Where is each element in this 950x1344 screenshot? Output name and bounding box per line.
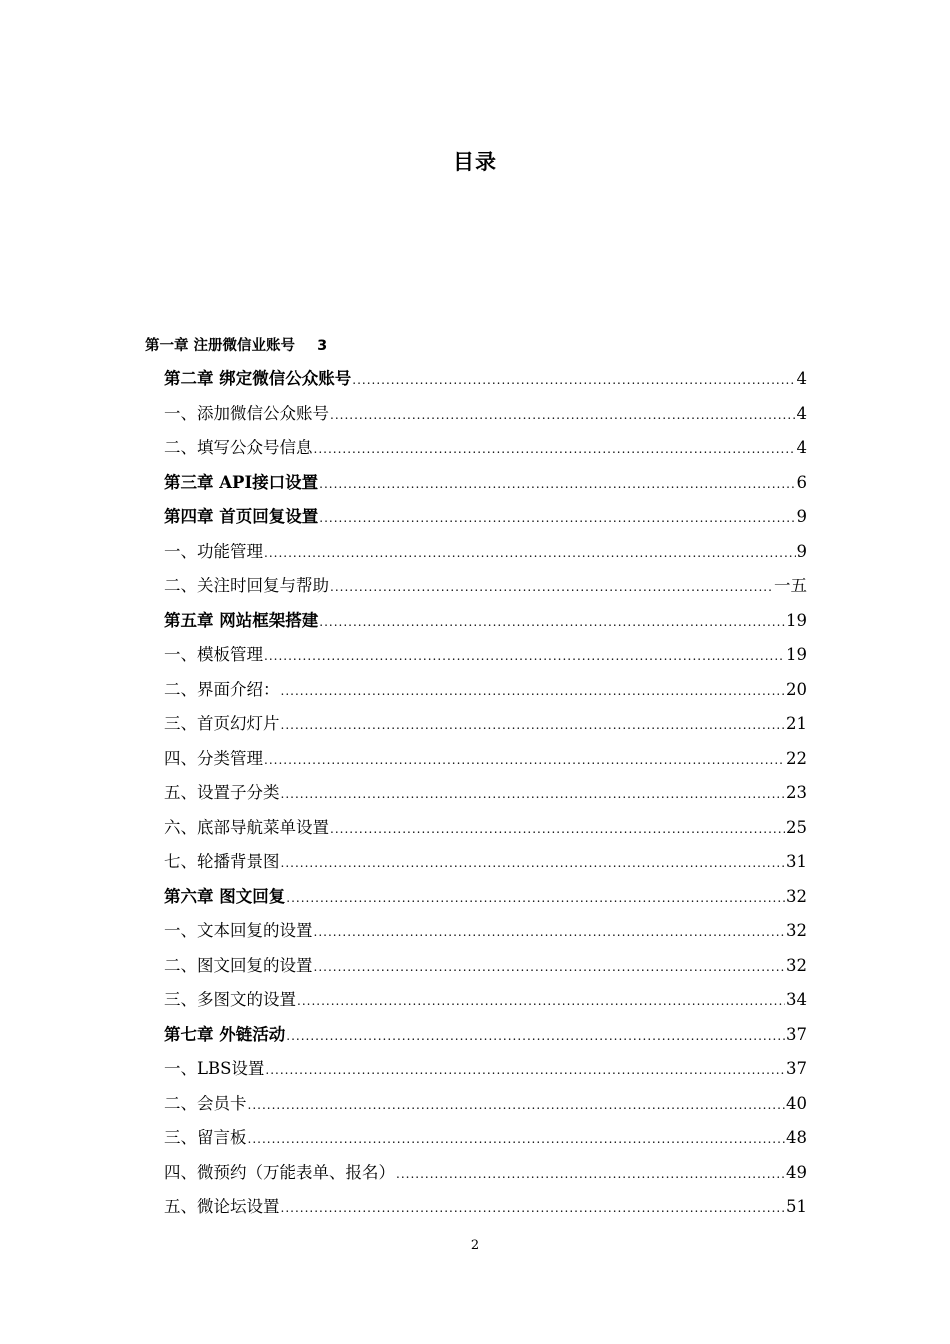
toc-entry-label: 一、文本回复的设置: [164, 921, 313, 940]
toc-leader-dots: [297, 984, 785, 1019]
toc-entry[interactable]: [164, 638, 807, 673]
toc-leader-dots: [330, 812, 785, 847]
toc-leader-dots: [314, 915, 786, 950]
toc-entry[interactable]: [164, 431, 807, 466]
toc-entry-page: 34: [786, 990, 807, 1009]
toc-entry-page: 32: [786, 921, 807, 940]
toc-entry[interactable]: [164, 604, 807, 639]
toc-entry[interactable]: [164, 535, 807, 570]
toc-entry-label: 二、关注时回复与帮助: [164, 576, 329, 595]
toc-leader-dots: [352, 363, 795, 398]
toc-entry-label: 三、首页幻灯片: [164, 714, 280, 733]
toc-entry[interactable]: [164, 949, 807, 984]
toc-entry-label: 七、轮播背景图: [164, 852, 280, 871]
toc-entry-page: 37: [786, 1059, 807, 1078]
toc-entry-label: 六、底部导航菜单设置: [164, 817, 329, 837]
toc-leader-dots: [319, 467, 795, 502]
toc-entry-page: 4: [796, 403, 807, 423]
toc-leader-dots: [264, 536, 796, 571]
toc-entry-page: 32: [786, 955, 807, 975]
toc-entry[interactable]: [164, 880, 807, 915]
toc-leader-dots: [248, 1122, 786, 1157]
toc-leader-dots: [286, 1019, 785, 1054]
toc-entry-label: 二、填写公众号信息: [164, 438, 313, 457]
toc-entry[interactable]: [164, 1052, 807, 1087]
toc-entry-label: 二、会员卡: [164, 1093, 247, 1113]
toc-leader-dots: [264, 639, 785, 674]
toc-leader-dots: [265, 1053, 785, 1088]
toc-entry[interactable]: [164, 845, 807, 880]
toc-leader-dots: [248, 1088, 786, 1123]
page-number: 2: [470, 1238, 480, 1253]
toc-entry-page: 22: [786, 748, 807, 768]
toc-entry[interactable]: [164, 914, 807, 949]
toc-entry-label: 第七章 外链活动: [164, 1024, 286, 1044]
toc-leader-dots: [314, 432, 796, 467]
toc-entry-label: 二、界面介绍：: [164, 679, 280, 699]
toc-entry-label: 第六章 图文回复: [164, 886, 286, 906]
toc-entry-page: 40: [786, 1093, 807, 1113]
toc-entry-label: 第五章 网站框架搭建: [164, 610, 319, 630]
toc-entry[interactable]: [164, 569, 807, 604]
toc-entry-page: 19: [786, 610, 807, 630]
toc-entry-page: 19: [786, 645, 807, 664]
toc-entry-page: 32: [786, 886, 807, 906]
toc-entry-label: 第一章 注册微信业账号: [145, 338, 296, 354]
toc-entry-label: 一、添加微信公众账号: [164, 403, 329, 423]
toc-entry-label: 二、图文回复的设置: [164, 955, 313, 975]
toc-entry-page: 37: [786, 1024, 807, 1044]
toc-entry-label: 四、微预约（万能表单、报名）: [164, 1162, 395, 1182]
toc-leader-dots: [330, 398, 796, 433]
toc-leader-dots: [319, 501, 795, 536]
toc-entry-chapter-1[interactable]: [145, 334, 327, 355]
toc-entry-page: 51: [786, 1197, 807, 1216]
toc-title: 目录: [453, 150, 497, 174]
toc-entry[interactable]: [164, 1018, 807, 1053]
toc-entry-page: 4: [796, 369, 807, 388]
toc-entry-label: 第三章 API接口设置: [164, 472, 319, 492]
toc-entry-label: 五、微论坛设置: [164, 1197, 280, 1216]
toc-leader-dots: [314, 950, 786, 985]
toc-entry-page: 3: [317, 338, 328, 354]
toc-leader-dots: [286, 881, 785, 916]
toc-leader-dots: [264, 743, 785, 778]
toc-entry[interactable]: [164, 1121, 807, 1156]
toc-entry-page: 31: [786, 852, 807, 871]
toc-leader-dots: [281, 708, 786, 743]
toc-entry-page: 6: [796, 472, 807, 492]
toc-entry-page: 23: [786, 783, 807, 802]
toc-entry-label: 三、多图文的设置: [164, 990, 296, 1009]
toc-entry[interactable]: [164, 362, 807, 397]
toc-entry[interactable]: [164, 1156, 807, 1191]
toc-entry-label: 四、分类管理: [164, 748, 263, 768]
toc-entry-page: 9: [796, 541, 807, 561]
toc-entry[interactable]: [164, 1087, 807, 1122]
toc-leader-dots: [281, 846, 786, 881]
toc-entry-label: 一、LBS设置: [164, 1059, 265, 1078]
toc-entry[interactable]: [164, 983, 807, 1018]
toc-entry-page: 21: [786, 714, 807, 733]
toc-entry[interactable]: [164, 466, 807, 501]
toc-list: [164, 362, 807, 1225]
toc-leader-dots: [281, 674, 786, 709]
toc-entry-label: 一、功能管理: [164, 541, 263, 561]
toc-entry-label: 五、设置子分类: [164, 783, 280, 802]
toc-entry-page: 25: [786, 817, 807, 837]
toc-entry-page: 48: [786, 1128, 807, 1147]
toc-leader-dots: [319, 605, 785, 640]
toc-entry-label: 三、留言板: [164, 1128, 247, 1147]
toc-leader-dots: [396, 1157, 785, 1192]
toc-entry-page: 9: [796, 507, 807, 526]
toc-entry[interactable]: [164, 673, 807, 708]
toc-entry-page: 49: [786, 1162, 807, 1182]
toc-entry[interactable]: [164, 1190, 807, 1225]
toc-entry-label: 第二章 绑定微信公众账号: [164, 369, 352, 388]
toc-entry[interactable]: [164, 776, 807, 811]
toc-entry[interactable]: [164, 707, 807, 742]
toc-entry[interactable]: [164, 500, 807, 535]
toc-entry[interactable]: [164, 811, 807, 846]
toc-leader-dots: [281, 1191, 786, 1226]
toc-entry-page: 4: [796, 438, 807, 457]
toc-entry-label: 一、模板管理: [164, 645, 263, 664]
toc-leader-dots: [281, 777, 786, 812]
toc-entry[interactable]: [164, 742, 807, 777]
toc-entry-page: 一五: [774, 576, 807, 595]
toc-entry[interactable]: [164, 397, 807, 432]
toc-leader-dots: [330, 570, 773, 605]
toc-entry-page: 20: [786, 679, 807, 699]
toc-entry-label: 第四章 首页回复设置: [164, 507, 319, 526]
